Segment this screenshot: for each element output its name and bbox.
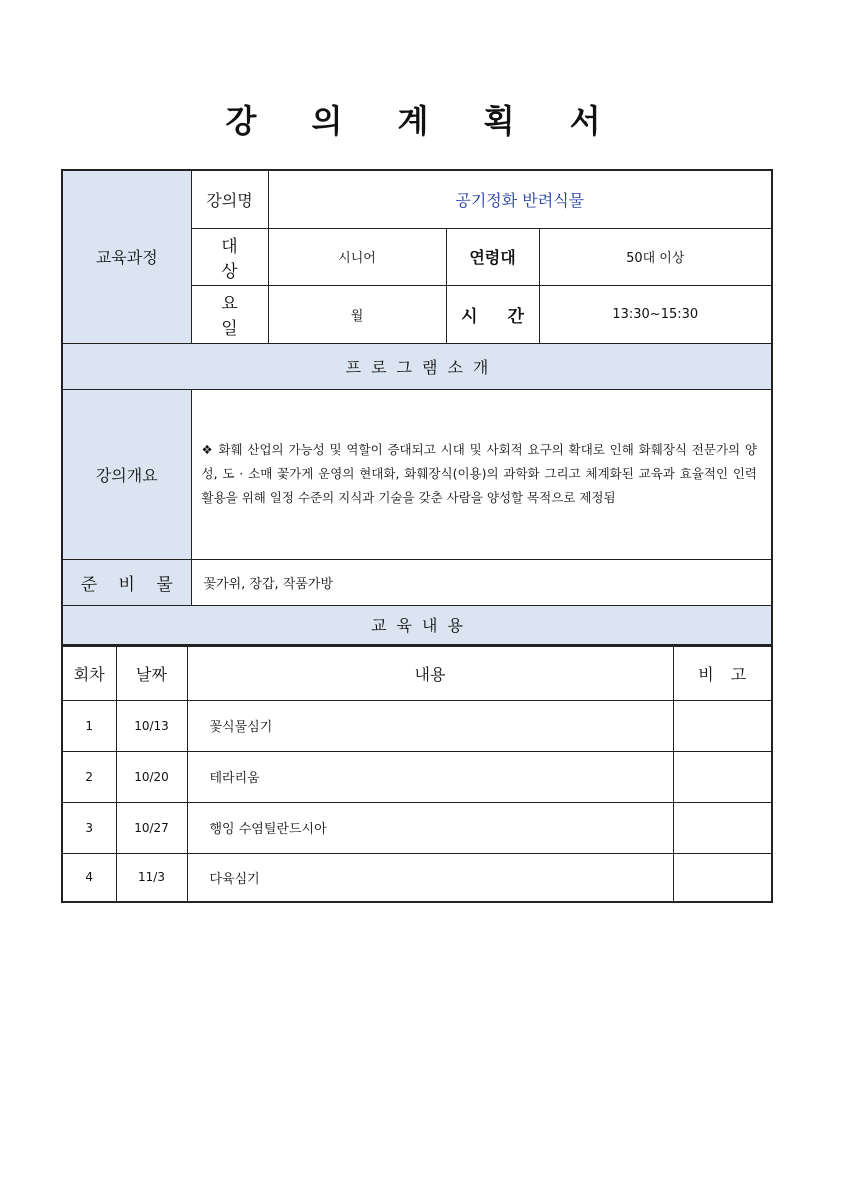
age-value: 50대 이상 [539,228,772,285]
header-note: 비 고 [673,646,772,700]
page-title: 강 의 계 획 서 [225,102,623,140]
header-session: 회차 [62,646,116,700]
header-date: 날짜 [116,646,187,700]
day-value: 월 [268,285,446,343]
session-content: 다육심기 [187,853,673,902]
schedule-header-row [62,646,772,700]
schedule-table [61,645,773,903]
time-value: 13:30~15:30 [539,285,772,343]
session-content: 테라리움 [187,751,673,802]
session-content: 행잉 수염틸란드시아 [187,802,673,853]
session-note [673,700,772,751]
course-label: 교육과정 [62,170,191,343]
age-label: 연령대 [446,228,539,285]
session-date: 10/20 [116,751,187,802]
session-number: 4 [62,853,116,902]
overview-label: 강의개요 [62,389,191,559]
target-value: 시니어 [268,228,446,285]
lecture-name-value: 공기정화 반려식물 [268,170,772,228]
day-label: 요 일 [191,285,268,343]
header-content: 내용 [187,646,673,700]
table-row [62,802,772,853]
lecture-name-label: 강의명 [191,170,268,228]
overview-text-cell [191,389,772,559]
table-row [62,700,772,751]
session-date: 11/3 [116,853,187,902]
session-number: 2 [62,751,116,802]
education-content-header: 교육내용 [62,605,772,645]
session-note [673,751,772,802]
time-label: 시 간 [446,285,539,343]
session-number: 3 [62,802,116,853]
lecture-info-table [61,169,773,646]
supplies-label: 준 비 물 [62,559,191,605]
session-note [673,853,772,902]
bullet-icon: ❖ [201,442,214,457]
session-content: 꽃식물심기 [187,700,673,751]
table-row [62,853,772,902]
overview-text: 화훼 산업의 가능성 및 역할이 증대되고 시대 및 사회적 요구의 확대로 인해 화훼장식 전문가의 양성, 도 · 소매 꽃가게 운영의 현대화, 화훼장식(이용)의 과학화 그리고 체계화된 교육과 효율적인 인력활용을 위해 일정 수준의 지식과 기술을 갖춘 사람을 양성할 목적으로 제정됨 [201,442,758,505]
supplies-value: 꽃가위, 장갑, 작품가방 [191,559,772,605]
session-note [673,802,772,853]
table-row [62,751,772,802]
program-intro-header: 프로그램소개 [62,343,772,389]
session-number: 1 [62,700,116,751]
session-date: 10/13 [116,700,187,751]
target-label: 대 상 [191,228,268,285]
session-date: 10/27 [116,802,187,853]
